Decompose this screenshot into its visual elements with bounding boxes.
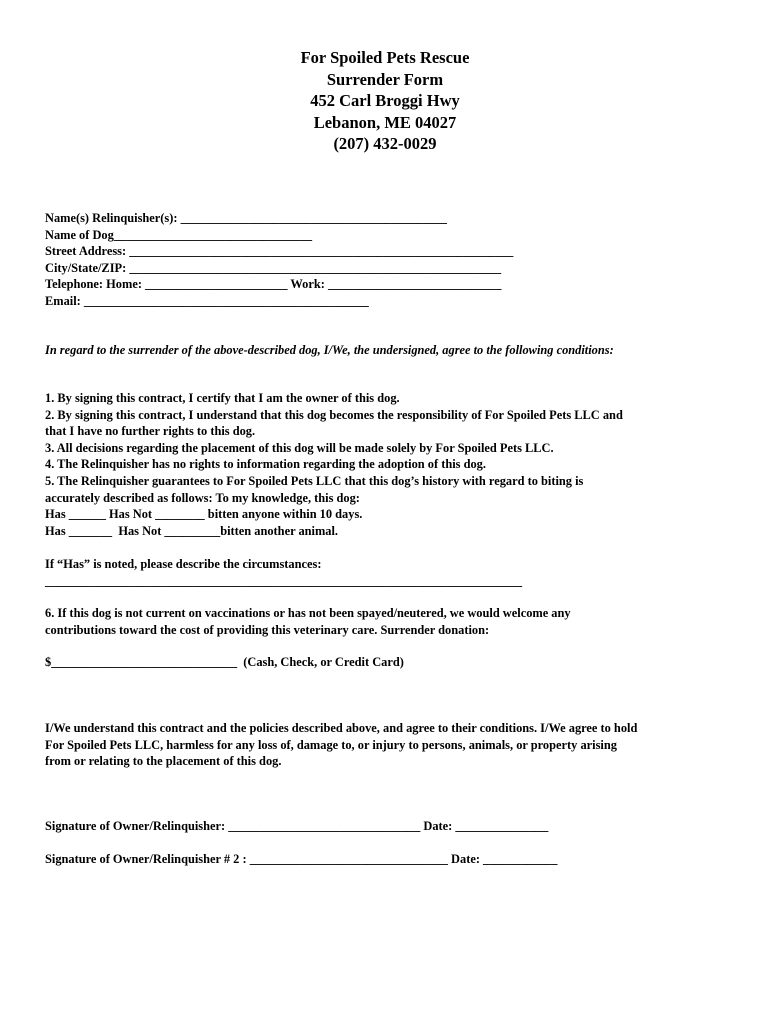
- bite-history-animals[interactable]: Has _______ Has Not _________bitten another animal.: [45, 523, 339, 538]
- signature-2-blank[interactable]: ________________________________: [246, 852, 448, 866]
- condition-5-line-1: 5. The Relinquisher guarantees to For Spoiled Pets LLC that this dog’s history with regard to biting is: [45, 473, 584, 488]
- dog-name-blank[interactable]: ________________________________: [113, 227, 313, 242]
- condition-4: 4. The Relinquisher has no rights to information regarding the adoption of this dog.: [45, 457, 486, 472]
- home-phone-blank[interactable]: _______________________: [141, 277, 288, 292]
- dog-name-label: Name of Dog: [45, 227, 114, 242]
- dog-name-field: [45, 227, 725, 244]
- email-field: [45, 293, 725, 310]
- agreement-line-2: For Spoiled Pets LLC, harmless for any loss of, damage to, or injury to persons, animals, or property arising: [45, 737, 617, 752]
- form-title: Surrender Form: [326, 69, 444, 89]
- work-phone-blank[interactable]: ____________________________: [324, 277, 502, 292]
- street-field: [45, 243, 725, 260]
- work-phone-label: Work:: [287, 277, 325, 292]
- agreement-line-3: from or relating to the placement of this dog.: [45, 754, 282, 769]
- condition-1: 1. By signing this contract, I certify that I am the owner of this dog.: [45, 391, 400, 405]
- conditions-intro: In regard to the surrender of the above-described dog, I/We, the undersigned, agree to the following conditions:: [45, 343, 614, 357]
- city-label: City/State/ZIP:: [45, 260, 127, 275]
- street-blank[interactable]: ______________________________________________________________: [126, 244, 514, 259]
- org-name: For Spoiled Pets Rescue: [300, 48, 470, 67]
- bite-history-people[interactable]: Has ______ Has Not ________ bitten anyone within 10 days.: [45, 507, 363, 522]
- condition-2-line-1: 2. By signing this contract, I understand that this dog becomes the responsibility of For Spoiled Pets LLC and: [45, 407, 623, 422]
- signature-1-date-blank[interactable]: _______________: [452, 819, 549, 833]
- street-label: Street Address:: [45, 244, 127, 259]
- telephone-field: [45, 276, 725, 293]
- circumstances-blank[interactable]: _____________________________________________________________________________: [45, 573, 523, 588]
- circumstances-label: If “Has” is noted, please describe the circumstances:: [45, 557, 322, 571]
- donation-dollar-sign: $: [45, 655, 52, 669]
- condition-5-line-2: accurately described as follows: To my knowledge, this dog:: [45, 490, 360, 505]
- vet-care-line-1: 6. If this dog is not current on vaccinations or has not been spayed/neutered, we would welcome any: [45, 606, 571, 620]
- city-field: [45, 260, 725, 277]
- signature-1-row: [45, 818, 725, 835]
- signature-1-blank[interactable]: _______________________________: [225, 819, 421, 833]
- email-label: Email:: [45, 293, 81, 308]
- vet-care-section: [45, 605, 725, 638]
- relinquishers-label: Name(s) Relinquisher(s):: [45, 211, 178, 225]
- condition-2-line-2: that I have no further rights to this dog.: [45, 424, 256, 439]
- city-blank[interactable]: ____________________________________________________________: [126, 260, 502, 275]
- telephone-home-label: Telephone: Home:: [45, 277, 142, 292]
- donation-methods: (Cash, Check, or Credit Card): [237, 655, 404, 669]
- contact-fields: [45, 210, 725, 310]
- signature-1-date-label: Date:: [420, 819, 453, 833]
- signature-2-date-blank[interactable]: ____________: [479, 852, 558, 866]
- donation-field: [45, 654, 725, 671]
- conditions-list: [45, 390, 725, 539]
- relinquishers-field: [45, 210, 725, 227]
- agreement-line-1: I/We understand this contract and the policies described above, and agree to their conditions. I/We agree to hold: [45, 721, 638, 735]
- email-blank[interactable]: ______________________________________________: [80, 293, 369, 308]
- org-street: 452 Carl Broggi Hwy: [310, 91, 460, 110]
- signature-2-date-label: Date:: [447, 852, 480, 866]
- signature-2-row: [45, 851, 725, 868]
- org-city-state-zip: Lebanon, ME 04027: [313, 112, 457, 132]
- condition-3: 3. All decisions regarding the placement of this dog will be made solely by For Spoiled Pets LLC.: [45, 440, 554, 455]
- donation-amount-blank[interactable]: ______________________________: [51, 655, 238, 669]
- relinquishers-blank[interactable]: ___________________________________________: [177, 211, 447, 225]
- circumstances-section: [45, 556, 725, 589]
- form-header: [0, 47, 770, 155]
- signature-2-label: Signature of Owner/Relinquisher # 2 :: [45, 852, 247, 866]
- signature-1-label: Signature of Owner/Relinquisher:: [45, 819, 226, 833]
- agreement-section: [45, 720, 725, 770]
- vet-care-line-2: contributions toward the cost of providing this veterinary care. Surrender donation:: [45, 622, 490, 637]
- org-phone: (207) 432-0029: [333, 134, 437, 153]
